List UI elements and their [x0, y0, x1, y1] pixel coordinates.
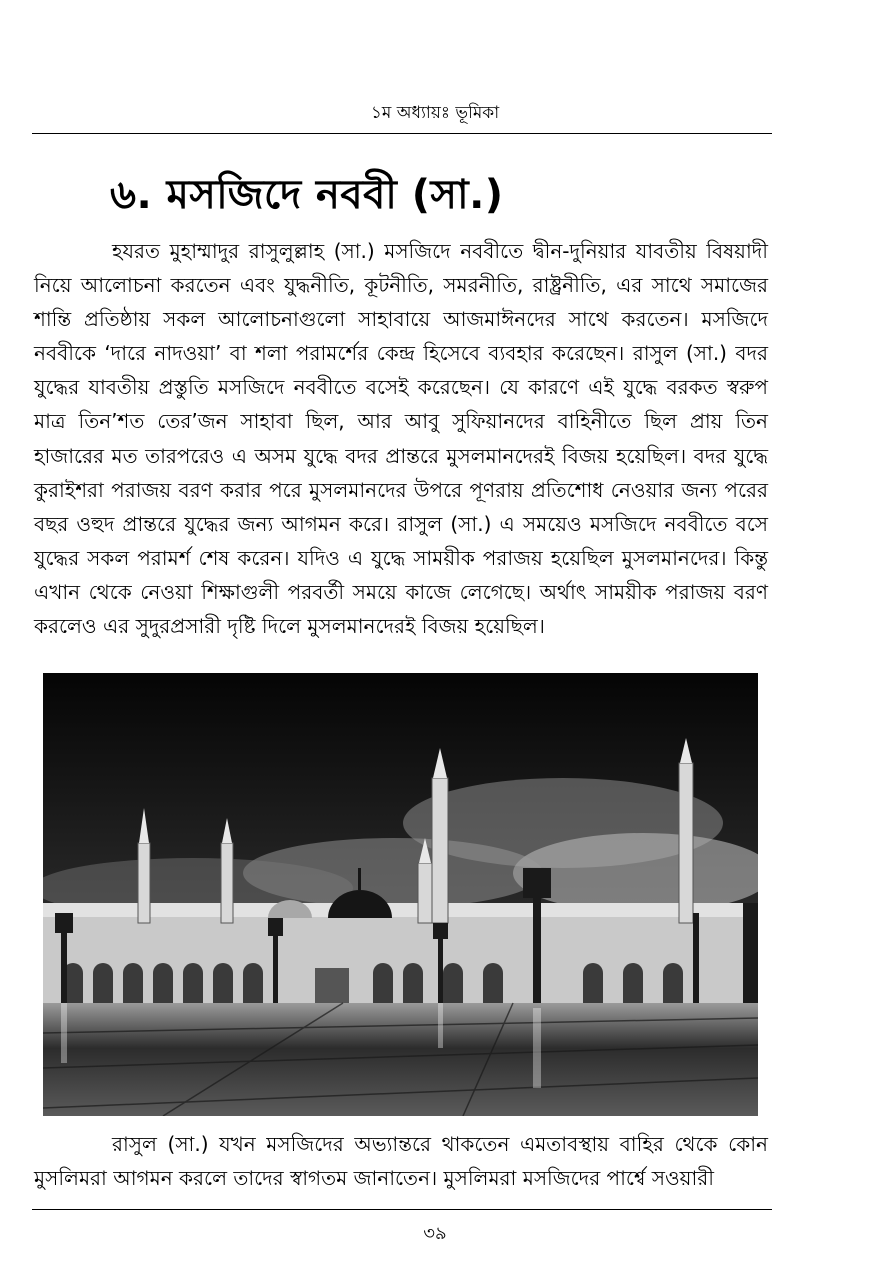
running-head: ১ম অধ্যায়ঃ ভূমিকা	[370, 103, 500, 123]
page-number: ৩৯	[423, 1223, 447, 1244]
body-paragraph	[34, 234, 768, 643]
body-paragraph	[34, 1127, 768, 1195]
body-paragraph-text: হযরত মুহাম্মাদুর রাসুলুল্লাহ (সা.) মসজিদে নববীতে দ্বীন-দুনিয়ার যাবতীয় বিষয়াদী নিয়ে আলোচনা করতেন এবং যুদ্ধনীতি, কূটনীতি, সমরনীতি, রাষ্ট্রনীতি, এর সাথে সমাজের শান্তি প্রতিষ্ঠায় সকল আলোচনাগুলো সাহাবায়ে আজমাঈনদের সাথে করতেন। মসজিদে নববীকে ‘দারে নাদওয়া’ বা শলা পরামর্শের কেন্দ্র হিসেবে ব্যবহার করেছেন। রাসুল (সা.) বদর যুদ্ধের যাবতীয় প্রস্তুতি মসজিদে নববীতে বসেই করেছেন। যে কারণে এই যুদ্ধে বরকত স্বরুপ মাত্র তিন’শত তের’জন সাহাবা ছিল, আর আবু সুফিয়ানদের বাহিনীতে ছিল প্রায় তিন হাজারের মত তারপরেও এ অসম যুদ্ধে বদর প্রান্তরে মুসলমানদেরই বিজয় হয়েছিল। বদর যুদ্ধে কুরাইশরা পরাজয় বরণ করার পরে মুসলমানদের উপরে পূণরায় প্রতিশোধ নেওয়ার জন্য পরের বছর ওহুদ প্রান্তরে যুদ্ধের জন্য আগমন করে। রাসুল (সা.) এ সময়েও মসজিদে নববীতে বসে যুদ্ধের সকল পরামর্শ শেষ করেন। যদিও এ যুদ্ধে সাময়ীক পরাজয় হয়েছিল মুসলমানদের। কিন্তু এখান থেকে নেওয়া শিক্ষাগুলী পরবর্তী সময়ে কাজে লেগেছে। অর্থাৎ সাময়ীক পরাজয় বরণ করলেও এর সুদুরপ্রসারী দৃষ্টি দিলে মুসলমানদেরই বিজয় হয়েছিল।	[34, 239, 768, 639]
footer-rule	[32, 1209, 772, 1210]
chapter-title: ৬. মসজিদে নববী (সা.)	[110, 172, 504, 218]
mosque-photo	[43, 673, 758, 1116]
header-rule	[32, 133, 772, 134]
body-paragraph-text: রাসুল (সা.) যখন মসজিদের অভ্যান্তরে থাকতেন এমতাবস্থায় বাহির থেকে কোন মুসলিমরা আগমন করলে তাদের স্বাগতম জানাতেন। মুসলিমরা মসজিদের পার্শ্বে সওয়ারী	[34, 1132, 768, 1191]
